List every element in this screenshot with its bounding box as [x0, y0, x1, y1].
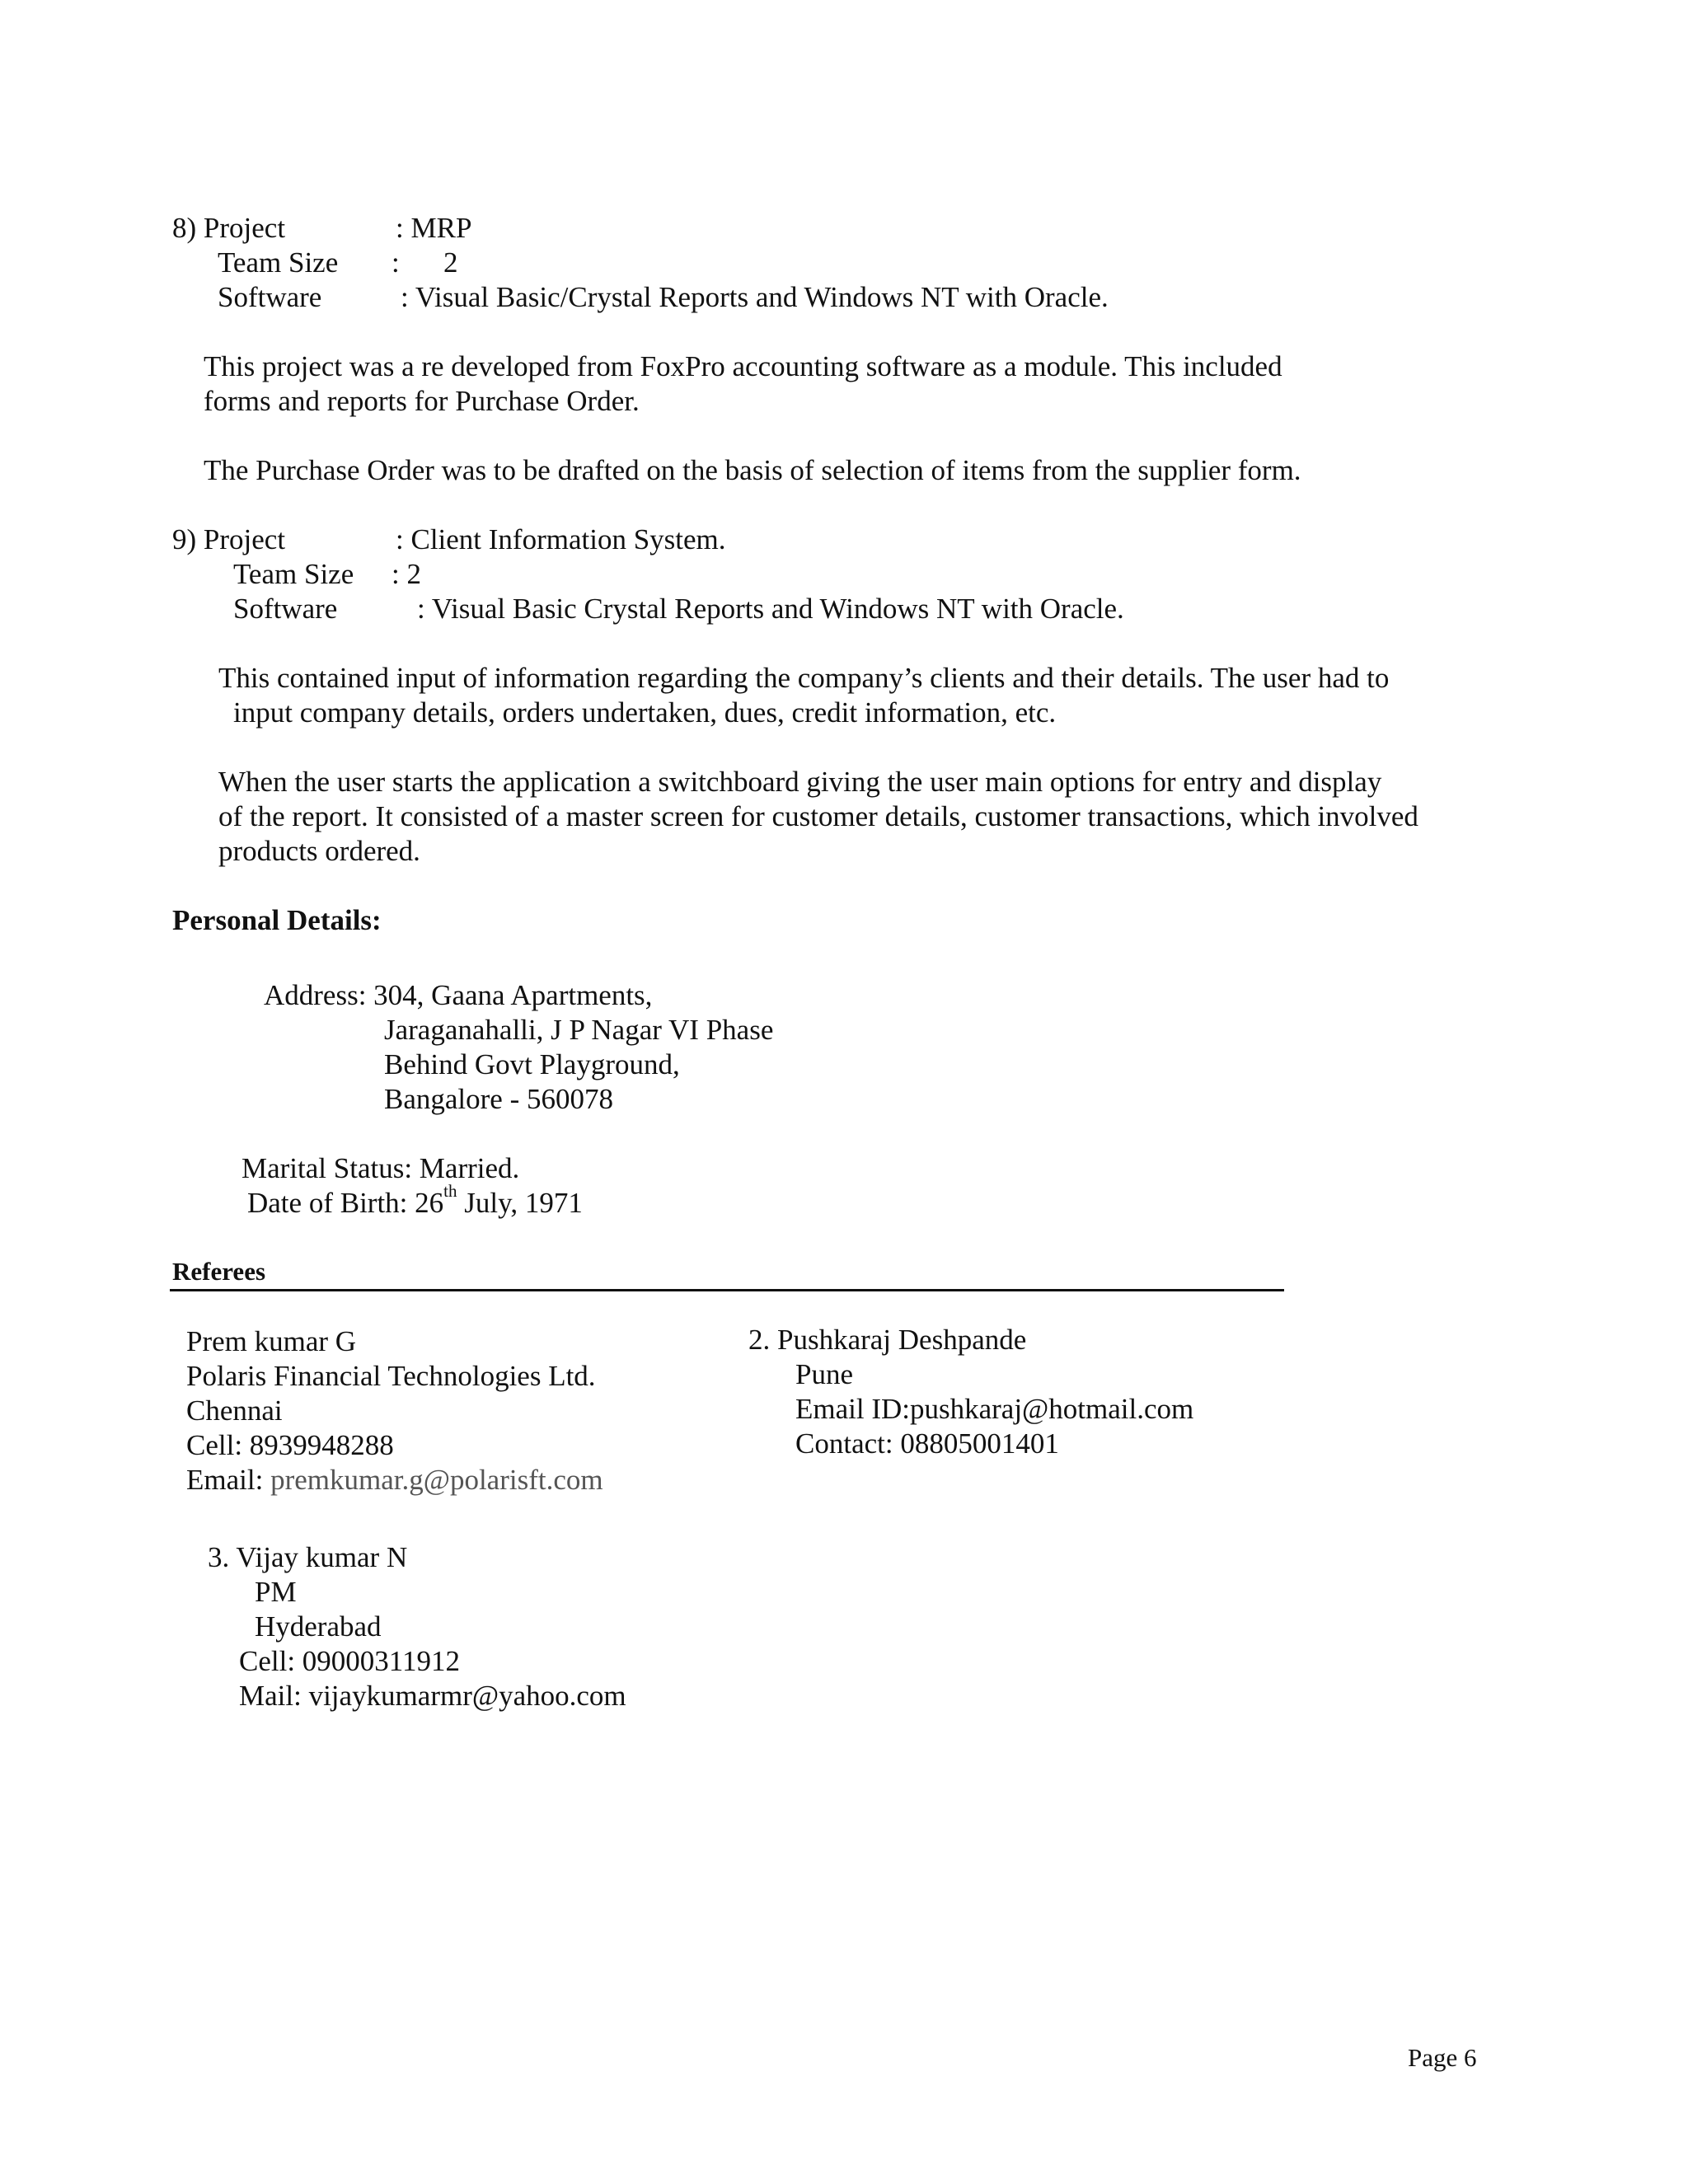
referees-heading: Referees: [172, 1257, 266, 1286]
ref2-email: Email ID:pushkaraj@hotmail.com: [795, 1393, 1194, 1425]
ref2-name: 2. Pushkaraj Deshpande: [748, 1324, 1027, 1356]
ref1-email-link[interactable]: premkumar.g@polarisft.com: [270, 1464, 603, 1496]
address-line4: Bangalore - 560078: [384, 1083, 613, 1115]
project8-para2-line1: The Purchase Order was to be drafted on the basis of selection of items from the supplier form.: [204, 454, 1301, 486]
project8-label: 8) Project: [172, 212, 286, 244]
ref3-city: Hyderabad: [255, 1610, 382, 1643]
project9-name: : Client Information System.: [396, 523, 726, 555]
ref3-cell: Cell: 09000311912: [239, 1645, 461, 1677]
ref3-mail: Mail: vijaykumarmr@yahoo.com: [239, 1680, 626, 1712]
project9-team-label: Team Size: [233, 558, 354, 590]
project9-team-value: : 2: [392, 558, 421, 590]
project9-para2-line3: products ordered.: [218, 835, 420, 867]
date-of-birth: [247, 1181, 583, 1221]
project9-label: 9) Project: [172, 523, 286, 555]
ref1-cell: Cell: 8939948288: [186, 1429, 394, 1461]
project8-name: : MRP: [396, 212, 472, 244]
project8-para1-line2: forms and reports for Purchase Order.: [204, 385, 640, 417]
project9-para2-line2: of the report. It consisted of a master screen for customer details, customer transactions, which involved: [218, 800, 1418, 832]
dob-prefix: Date of Birth: 26: [247, 1187, 444, 1219]
project9-software-value: : Visual Basic Crystal Reports and Windows NT with Oracle.: [417, 593, 1124, 625]
referees-divider: [170, 1289, 1284, 1291]
ref1-company: Polaris Financial Technologies Ltd.: [186, 1360, 596, 1392]
project8-software-value: : Visual Basic/Crystal Reports and Windows NT with Oracle.: [401, 281, 1109, 313]
project9-para1-line2: input company details, orders undertaken, dues, credit information, etc.: [233, 696, 1057, 729]
project8-team-sep: :: [392, 246, 400, 279]
address-line3: Behind Govt Playground,: [384, 1048, 680, 1080]
marital-status: Marital Status: Married.: [241, 1152, 520, 1184]
ref2-city: Pune: [795, 1358, 853, 1390]
ref2-contact: Contact: 08805001401: [795, 1427, 1059, 1460]
address-line2: Jaraganahalli, J P Nagar VI Phase: [384, 1014, 774, 1046]
project8-team-label: Team Size: [218, 246, 339, 279]
page-number: Page 6: [1408, 2043, 1477, 2072]
project8-para1-line1: This project was a re developed from FoxPro accounting software as a module. This included: [204, 350, 1282, 382]
ref3-role: PM: [255, 1576, 297, 1608]
project9-para1-line1: This contained input of information regarding the company’s clients and their details. The user had to: [218, 662, 1390, 694]
personal-details-heading: Personal Details:: [172, 904, 382, 936]
project9-para2-line1: When the user starts the application a switchboard giving the user main options for entry and display: [218, 766, 1382, 798]
dob-superscript: th: [443, 1181, 457, 1202]
ref3-name: 3. Vijay kumar N: [208, 1541, 408, 1573]
address-line1: Address: 304, Gaana Apartments,: [264, 979, 653, 1011]
project8-team-value: 2: [443, 246, 458, 279]
project9-software-label: Software: [233, 593, 338, 625]
dob-suffix: July, 1971: [457, 1187, 583, 1219]
ref1-city: Chennai: [186, 1394, 283, 1427]
ref1-email-line: [186, 1463, 603, 1497]
ref1-email-label: Email:: [186, 1464, 271, 1496]
project8-software-label: Software: [218, 281, 322, 313]
ref1-name: Prem kumar G: [186, 1325, 357, 1357]
